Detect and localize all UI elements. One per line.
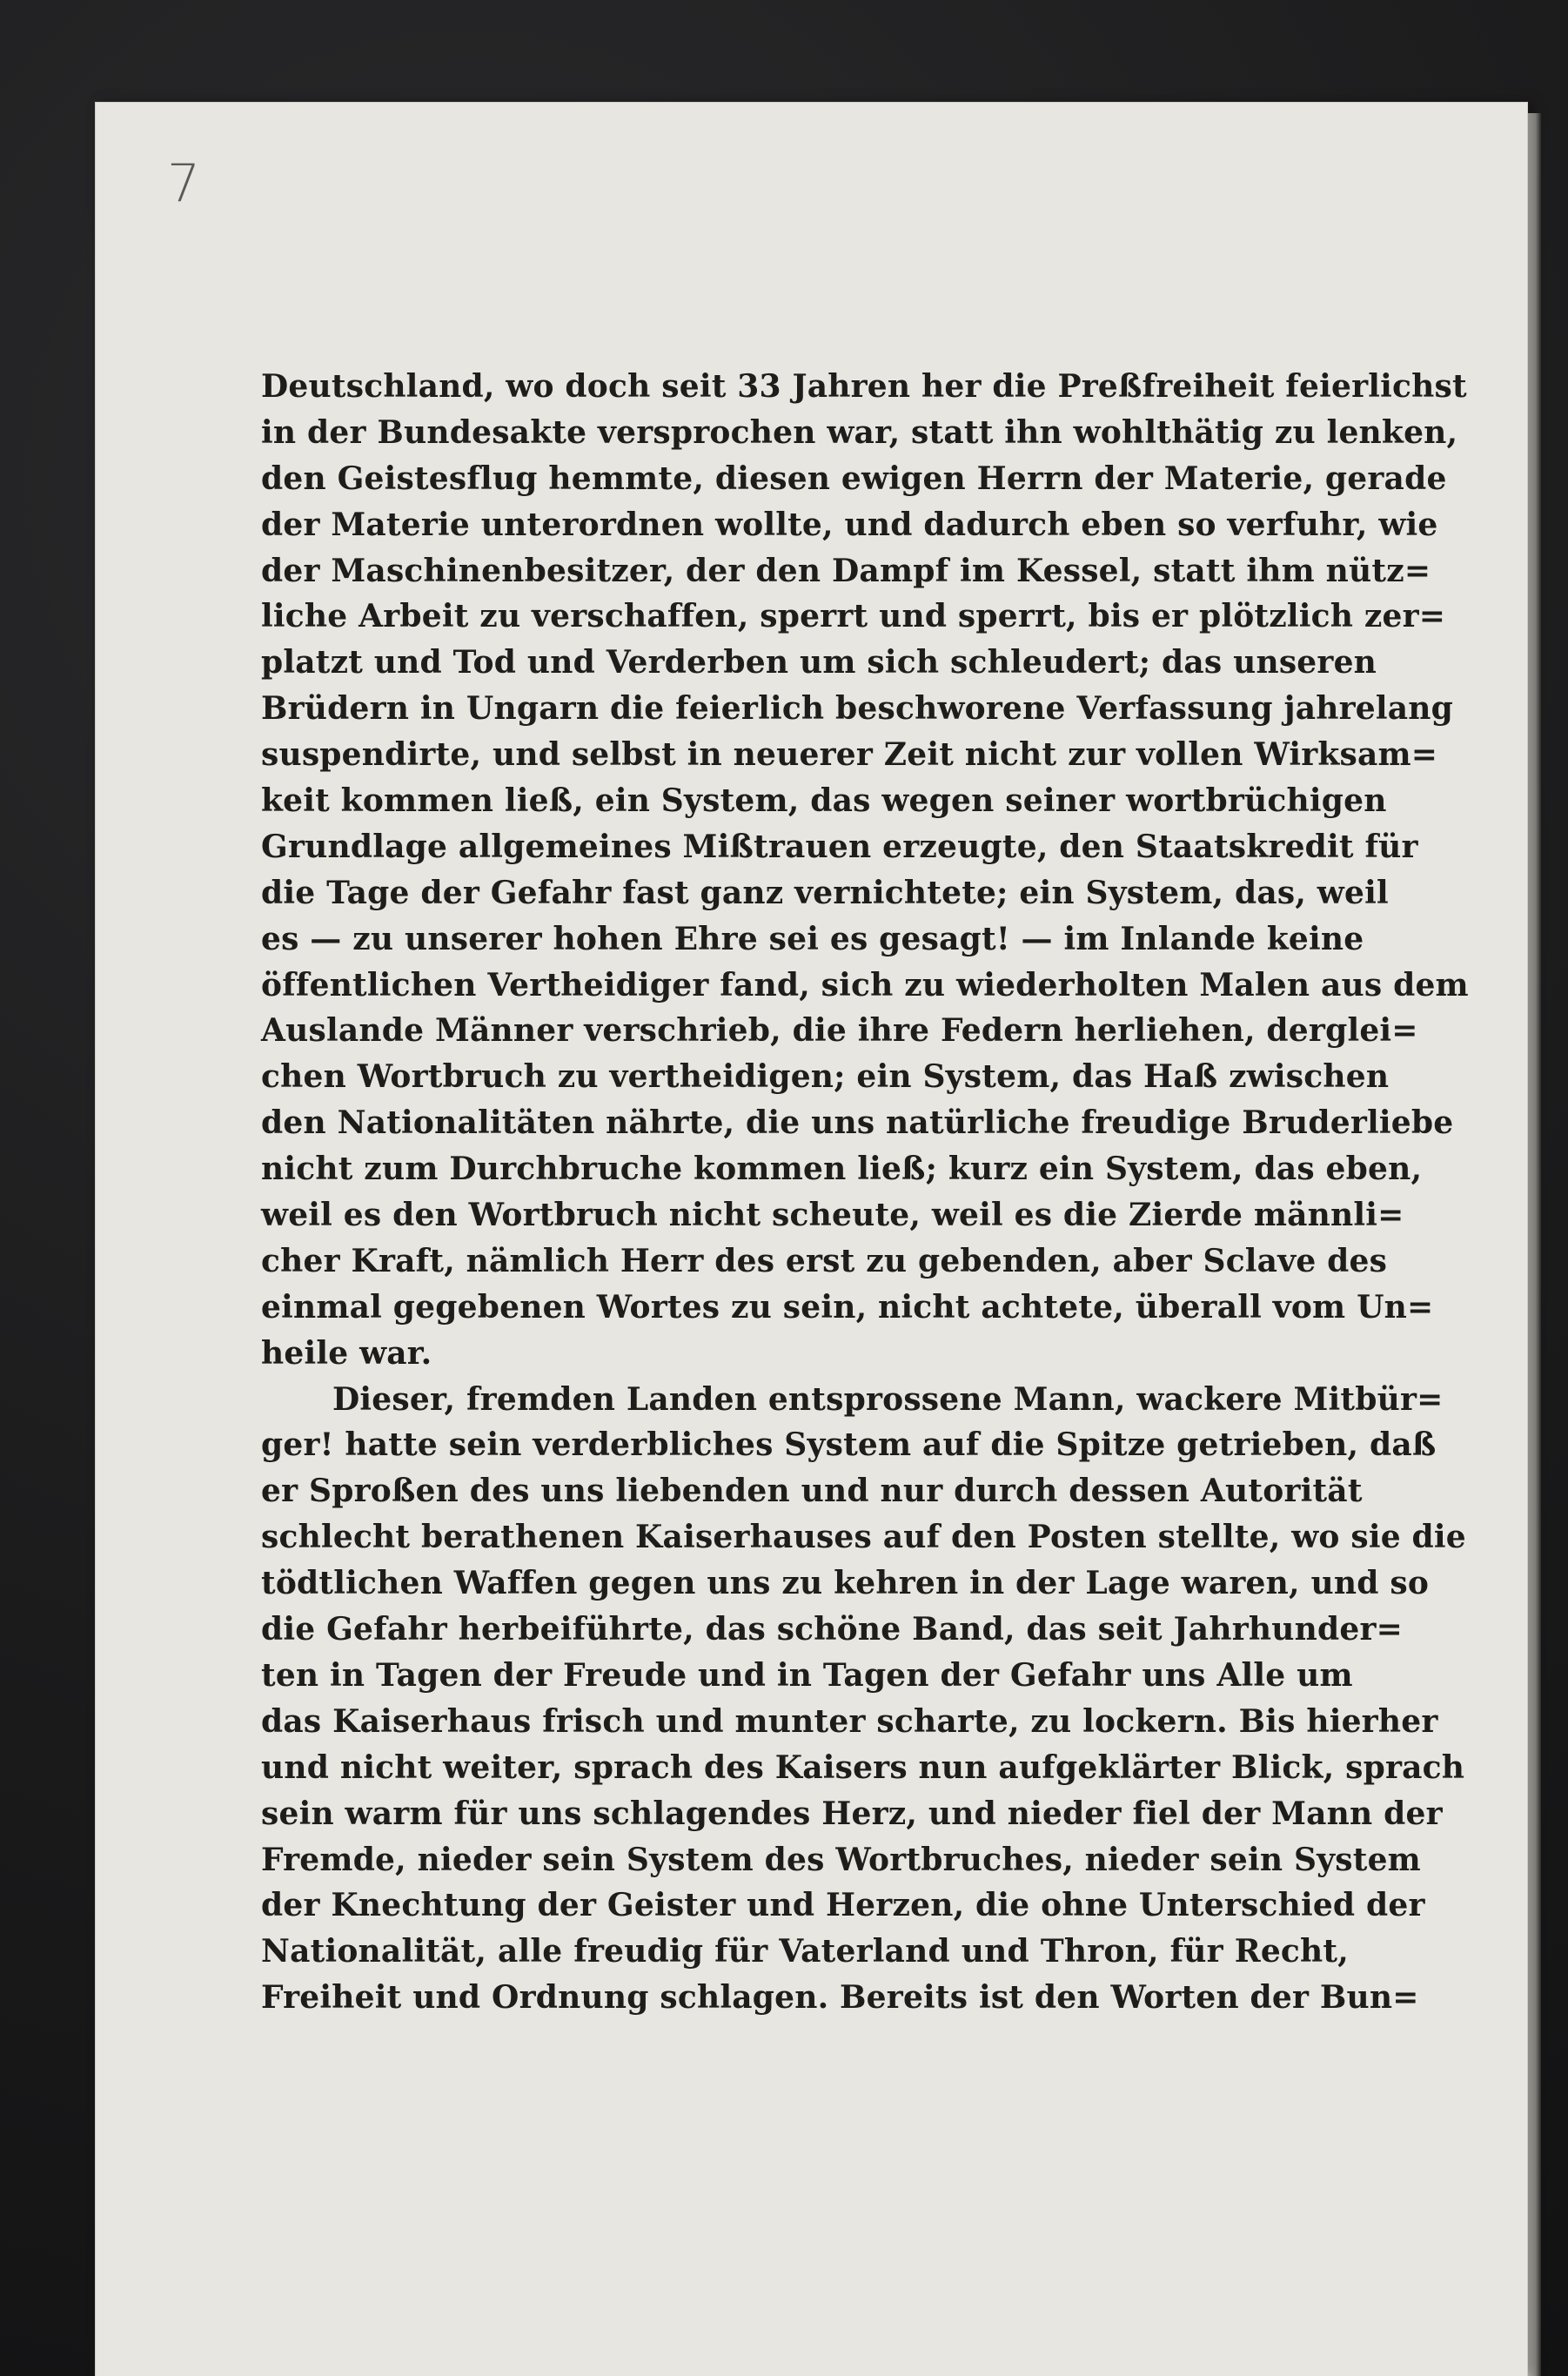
text-line: cher Kraft, nämlich Herr des erst zu gebenden, aber Sclave des (261, 1242, 1388, 1279)
text-line: in der Bundesakte versprochen war, statt ihn wohlthätig zu lenken, (261, 413, 1458, 451)
folio-number: 7 (167, 153, 201, 214)
text-line: der Materie unterordnen wollte, und dadurch eben so verfuhr, wie (261, 506, 1438, 543)
text-line: Deutschland, wo doch seit 33 Jahren her die Preßfreiheit feierlichst (261, 368, 1467, 405)
text-line: öffentlichen Vertheidiger fand, sich zu wiederholten Malen aus dem (261, 966, 1469, 1003)
text-line: sein warm für uns schlagendes Herz, und nieder fiel der Mann der (261, 1795, 1443, 1832)
text-line: es — zu unserer hohen Ehre sei es gesagt! — im Inlande keine (261, 920, 1364, 957)
text-line: weil es den Wortbruch nicht scheute, weil es die Zierde männli= (261, 1197, 1404, 1234)
text-line: die Gefahr herbeiführte, das schöne Band, das seit Jahrhunder= (261, 1611, 1404, 1648)
text-line: Auslande Männer verschrieb, die ihre Federn herliehen, derglei= (261, 1012, 1418, 1050)
text-line: den Nationalitäten nährte, die uns natürliche freudige Bruderliebe (261, 1104, 1454, 1142)
text-line: suspendirte, und selbst in neuerer Zeit nicht zur vollen Wirksam= (261, 736, 1438, 774)
text-line: der Maschinenbesitzer, der den Dampf im Kessel, statt ihm nütz= (261, 552, 1431, 589)
text-line: die Tage der Gefahr fast ganz vernichtete; ein System, das, weil (261, 874, 1389, 911)
text-line: Brüdern in Ungarn die feierlich beschworene Verfassung jahrelang (261, 690, 1454, 728)
text-line: ger! hatte sein verderbliches System auf die Spitze getrieben, daß (261, 1426, 1437, 1464)
text-line: liche Arbeit zu verschaffen, sperrt und sperrt, bis er plötzlich zer= (261, 598, 1446, 635)
text-line: chen Wortbruch zu vertheidigen; ein System, das Haß zwischen (261, 1058, 1390, 1096)
text-line: einmal gegebenen Wortes zu sein, nicht achtete, überall vom Un= (261, 1288, 1434, 1326)
paragraph-start-line: Dieser, fremden Landen entsprossene Mann, wackere Mitbür= (332, 1380, 1444, 1418)
text-line: Grundlage allgemeines Mißtrauen erzeugte, den Staatskredit für (261, 828, 1418, 865)
text-line: keit kommen ließ, ein System, das wegen seiner wortbrüchigen (261, 782, 1387, 820)
text-line: Fremde, nieder sein System des Wortbruches, nieder sein System (261, 1841, 1421, 1878)
text-line: schlecht berathenen Kaiserhauses auf den Posten stellte, wo sie die (261, 1519, 1466, 1556)
text-line: das Kaiserhaus frisch und munter scharte, zu lockern. Bis hierher (261, 1702, 1438, 1740)
text-line: nicht zum Durchbruche kommen ließ; kurz ein System, das eben, (261, 1151, 1423, 1188)
text-line: und nicht weiter, sprach des Kaisers nun aufgeklärter Blick, sprach (261, 1748, 1465, 1786)
text-line: Nationalität, alle freudig für Vaterland und Thron, für Recht, (261, 1933, 1349, 1970)
page-edge (1527, 113, 1541, 2376)
text-line: platzt und Tod und Verderben um sich schleudert; das unseren (261, 644, 1377, 681)
text-line: der Knechtung der Geister und Herzen, die ohne Unterschied der (261, 1887, 1425, 1924)
text-line: den Geistesflug hemmte, diesen ewigen Herrn der Materie, gerade (261, 460, 1447, 497)
body-text (261, 364, 1469, 2021)
text-line: er Sproßen des uns liebenden und nur durch dessen Autorität (261, 1473, 1363, 1510)
text-line: heile war. (261, 1334, 432, 1372)
text-line: ten in Tagen der Freude und in Tagen der Gefahr uns Alle um (261, 1656, 1353, 1694)
text-line: Freiheit und Ordnung schlagen. Bereits ist den Worten der Bun= (261, 1979, 1419, 2017)
text-line: tödtlichen Waffen gegen uns zu kehren in der Lage waren, und so (261, 1565, 1430, 1602)
